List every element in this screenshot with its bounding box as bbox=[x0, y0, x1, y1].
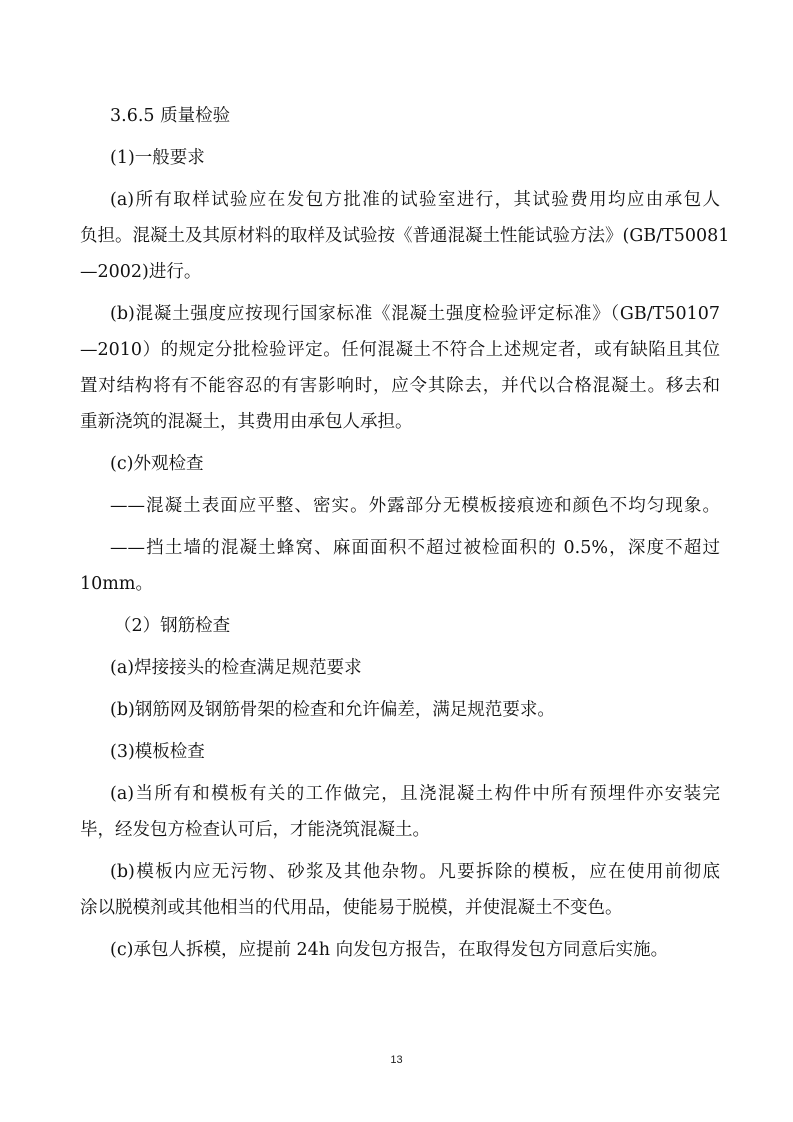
subsection-heading: (1)一般要求 bbox=[110, 148, 205, 168]
paragraph-line: (a)焊接接头的检查满足规范要求 bbox=[110, 658, 362, 678]
paragraph-line: —2002)进行。 bbox=[80, 262, 202, 282]
subsection-heading: (3)模板检查 bbox=[110, 742, 205, 762]
paragraph-line: ——挡土墙的混凝土蜂窝、麻面面积不超过被检面积的 0.5%，深度不超过 bbox=[110, 538, 720, 558]
paragraph-line: (b)混凝土强度应按现行国家标准《混凝土强度检验评定标准》（GB/T50107 bbox=[110, 304, 720, 324]
section-heading: 3.6.5 质量检验 bbox=[110, 106, 231, 126]
paragraph-line: (c)承包人拆模，应提前 24h 向发包方报告，在取得发包方同意后实施。 bbox=[110, 940, 669, 960]
paragraph-line: 负担。混凝土及其原材料的取样及试验按《普通混凝土性能试验方法》(GB/T50081 bbox=[80, 226, 730, 246]
paragraph-line: 置对结构将有不能容忍的有害影响时，应令其除去，并代以合格混凝土。移去和 bbox=[80, 376, 720, 396]
paragraph-line: —2010）的规定分批检验评定。任何混凝土不符合上述规定者，或有缺陷且其位 bbox=[80, 340, 720, 360]
paragraph-line: 涂以脱模剂或其他相当的代用品，使能易于脱模，并使混凝土不变色。 bbox=[80, 898, 623, 918]
paragraph-line: (a)当所有和模板有关的工作做完，且浇混凝土构件中所有预埋件亦安装完 bbox=[110, 784, 720, 804]
subsection-heading: (c)外观检查 bbox=[110, 454, 204, 474]
subsection-heading: （2）钢筋检查 bbox=[114, 616, 231, 636]
paragraph-line: 10mm。 bbox=[80, 574, 153, 594]
paragraph-line: 重新浇筑的混凝土，其费用由承包人承担。 bbox=[80, 412, 413, 432]
paragraph-line: 毕，经发包方检查认可后，才能浇筑混凝土。 bbox=[80, 820, 430, 840]
paragraph-line: (b)模板内应无污物、砂浆及其他杂物。凡要拆除的模板，应在使用前彻底 bbox=[110, 862, 720, 882]
paragraph-line: (a)所有取样试验应在发包方批准的试验室进行，其试验费用均应由承包人 bbox=[110, 190, 720, 210]
page-number: 13 bbox=[390, 1054, 403, 1066]
paragraph-line: (b)钢筋网及钢筋骨架的检查和允许偏差，满足规范要求。 bbox=[110, 700, 555, 720]
paragraph-line: ——混凝土表面应平整、密实。外露部分无模板接痕迹和颜色不均匀现象。 bbox=[110, 496, 720, 516]
